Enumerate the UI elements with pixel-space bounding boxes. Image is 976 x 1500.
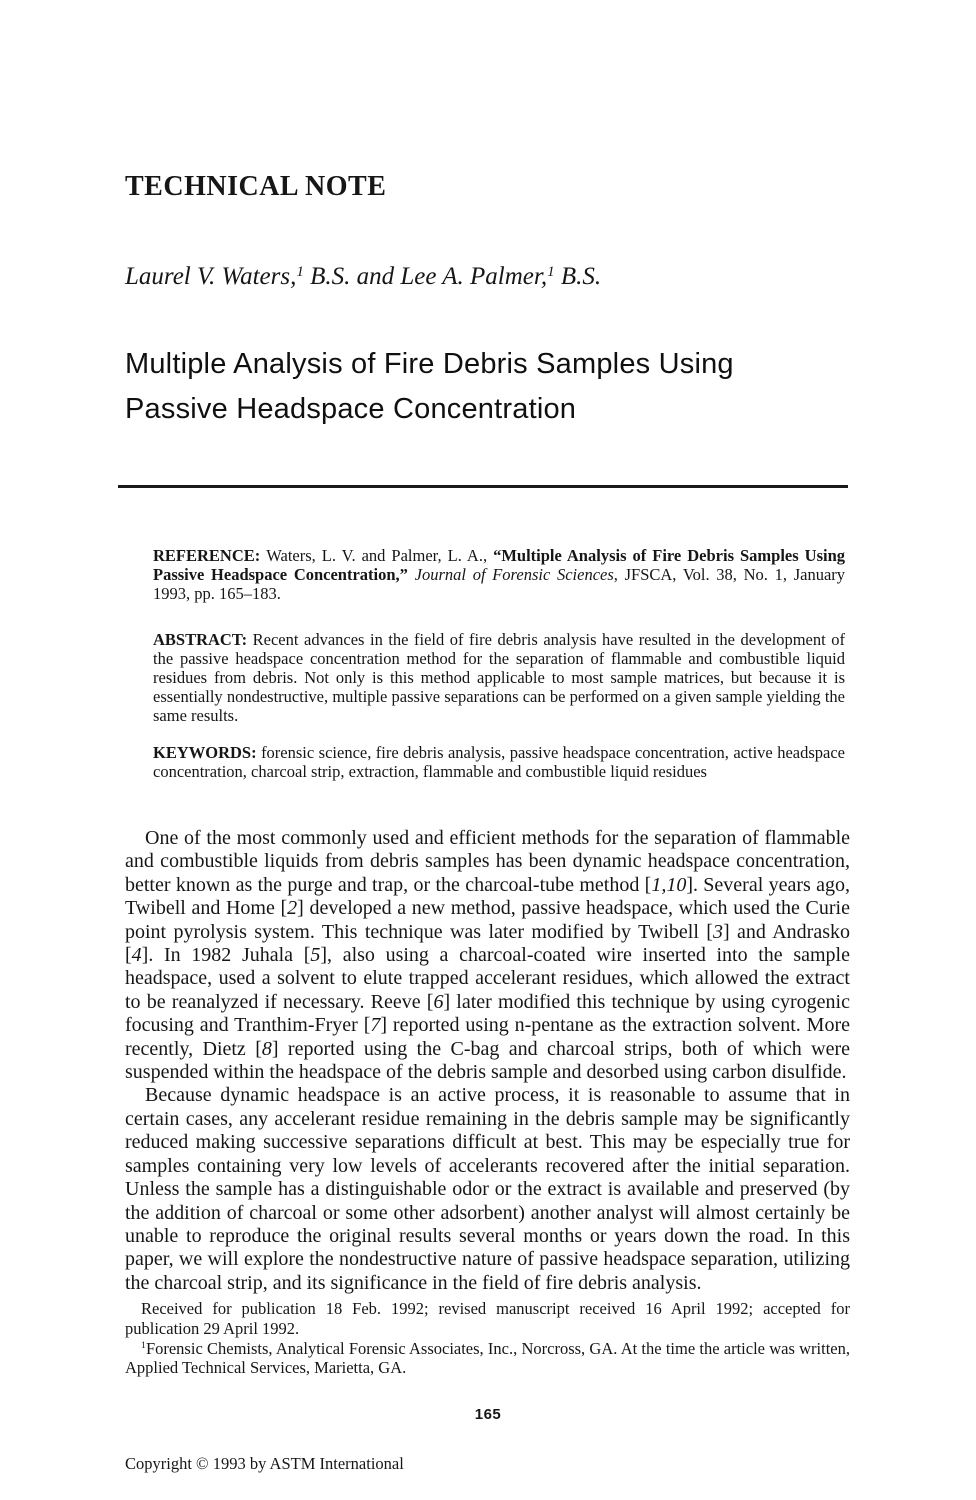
article-title xyxy=(125,342,734,432)
section-kicker: TECHNICAL NOTE xyxy=(125,171,387,202)
footnote-received-dates: Received for publication 18 Feb. 1992; revised manuscript received 16 April 1992; accepted for publication 29 April 1992. xyxy=(125,1299,850,1338)
page-number: 165 xyxy=(474,1406,502,1423)
article-title-line1: Multiple Analysis of Fire Debris Samples Using xyxy=(125,348,734,380)
article-title-line2: Passive Headspace Concentration xyxy=(125,393,577,425)
footnote-author-affiliation: $^1$Forensic Chemists, Analytical Forensic Associates, Inc., Norcross, GA. At the time the article was written, Applied Technical Services, Marietta, GA. xyxy=(125,1338,850,1378)
body-paragraph-1: One of the most commonly used and efficient methods for the separation of flammable and combustible liquids from debris samples has been dynamic headspace concentration, better known as the purge and trap, or the charcoal-tube method [1,10]. Several years ago, Twibell and Home [2] developed a new method, passive headspace, which used the Curie point pyrolysis system. This technique was later modified by Twibell [3] and Andrasko [4]. In 1982 Juhala [5], also using a charcoal-coated wire inserted into the sample headspace, used a solvent to elute trapped accelerant residues, which allowed the extract to be reanalyzed if necessary. Reeve [6] later modified this technique by using cyrogenic focusing and Tranthim-Fryer [7] reported using n-pentane as the extraction solvent. More recently, Dietz [8] reported using the C-bag and charcoal strips, both of which were suspended within the headspace of the debris sample and desorbed using carbon disulfide. xyxy=(125,827,850,1084)
horizontal-rule xyxy=(118,485,848,488)
reference-citation: REFERENCE: Waters, L. V. and Palmer, L. A., “Multiple Analysis of Fire Debris Samples Using Passive Headspace Concentration,” Journal of Forensic Sciences, JFSCA, Vol. 38, No. 1, January 1993, pp. 165–183. xyxy=(153,546,846,603)
abstract-paragraph: ABSTRACT: Recent advances in the field of fire debris analysis have resulted in the development of the passive headspace concentration method for the separation of flammable and combustible liquid residues from debris. Not only is this method applicable to most sample matrices, but because it is essentially nondestructive, multiple passive separations can be performed on a given sample yielding the same results. xyxy=(153,630,845,725)
copyright-notice: Copyright © 1993 by ASTM International xyxy=(125,1454,404,1473)
keywords-paragraph: KEYWORDS: forensic science, fire debris analysis, passive headspace concentration, active headspace concentration, charcoal strip, extraction, flammable and combustible liquid residues xyxy=(153,743,845,781)
author-byline: Laurel V. Waters,$^1$ B.S. and Lee A. Palmer,$^1$ B.S. xyxy=(125,263,602,290)
body-paragraph-2: Because dynamic headspace is an active process, it is reasonable to assume that in certain cases, any accelerant residue remaining in the debris sample may be significantly reduced making successive separations difficult at best. This may be especially true for samples containing very low levels of accelerants recovered after the initial separation. Unless the sample has a distinguishable odor or the extract is available and preserved (by the addition of charcoal or some other adsorbent) another analyst will almost certainly be unable to reproduce the original results several months or years down the road. In this paper, we will explore the nondestructive nature of passive headspace separation, utilizing the charcoal strip, and its significance in the field of fire debris analysis. xyxy=(125,1084,850,1294)
body-text xyxy=(125,827,850,1295)
footnotes xyxy=(125,1299,850,1378)
